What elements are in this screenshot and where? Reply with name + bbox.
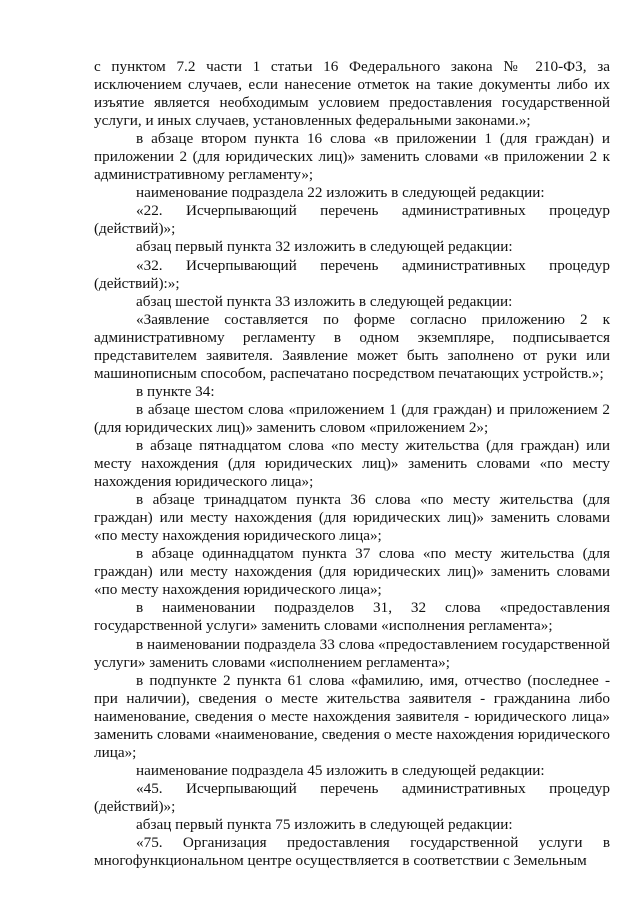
paragraph: в пункте 34: — [136, 382, 215, 400]
paragraph: в абзаце пятнадцатом слова «по месту жительства (для граждан) или месту нахождения (для юридических лиц)» заменить словами «по месту нахождения юридического лица»; — [94, 436, 610, 491]
paragraph: «22. Исчерпывающий перечень административных процедур (действий)»; — [94, 202, 610, 238]
paragraph: в наименовании подраздела 33 слова «предоставлением государственной услуги» заменить словами «исполнением регламента»; — [94, 635, 610, 671]
document-page — [94, 58, 610, 870]
paragraph: в наименовании подразделов 31, 32 слова «предоставления государственной услуги» заменить словами «исполнения регламента»; — [94, 599, 610, 635]
paragraph: в подпункте 2 пункта 61 слова «фамилию, имя, отчество (последнее - при наличии), сведения о месте жительства заявителя - гражданина либо наименование, сведения о месте нахождения заявителя - юридического лица» заменить словами «наименование, сведения о месте нахождения юридического лица»; — [94, 671, 610, 761]
paragraph: «45. Исчерпывающий перечень административных процедур (действий)»; — [94, 779, 610, 815]
paragraph: с пунктом 7.2 части 1 статьи 16 Федерального закона № 210-ФЗ, за исключением случаев, если нанесение отметок на такие документы либо их изъятие является необходимым условием предоставления государственной услуги, и иных случаев, установленных федеральными законами.»; — [94, 58, 610, 130]
paragraph: абзац первый пункта 75 изложить в следующей редакции: — [136, 815, 513, 833]
paragraph: наименование подраздела 22 изложить в следующей редакции: — [136, 184, 545, 202]
paragraph: «32. Исчерпывающий перечень административных процедур (действий):»; — [94, 256, 610, 292]
paragraph: абзац первый пункта 32 изложить в следующей редакции: — [136, 238, 513, 256]
paragraph: «Заявление составляется по форме согласно приложению 2 к административному регламенту в одном экземпляре, подписывается представителем заявителя. Заявление может быть заполнено от руки или машинописным способом, распечатано посредством печатающих устройств.»; — [94, 310, 610, 382]
paragraph: в абзаце одиннадцатом пункта 37 слова «по месту жительства (для граждан) или месту нахождения (для юридических лиц)» заменить словами «по месту нахождения юридического лица»; — [94, 545, 610, 599]
paragraph: в абзаце втором пункта 16 слова «в приложении 1 (для граждан) и приложении 2 (для юридических лиц)» заменить словами «в приложении 2 к административному регламенту»; — [94, 130, 610, 184]
paragraph: «75. Организация предоставления государственной услуги в многофункциональном центре осуществляется в соответствии с Земельным — [94, 834, 610, 870]
paragraph: наименование подраздела 45 изложить в следующей редакции: — [136, 761, 545, 779]
paragraph: в абзаце тринадцатом пункта 36 слова «по месту жительства (для граждан) или месту нахождения (для юридических лиц)» заменить словами «по месту нахождения юридического лица»; — [94, 491, 610, 545]
paragraph: абзац шестой пункта 33 изложить в следующей редакции: — [136, 292, 513, 310]
paragraph: в абзаце шестом слова «приложением 1 (для граждан) и приложением 2 (для юридических лиц)» заменить словом «приложением 2»; — [94, 400, 610, 436]
